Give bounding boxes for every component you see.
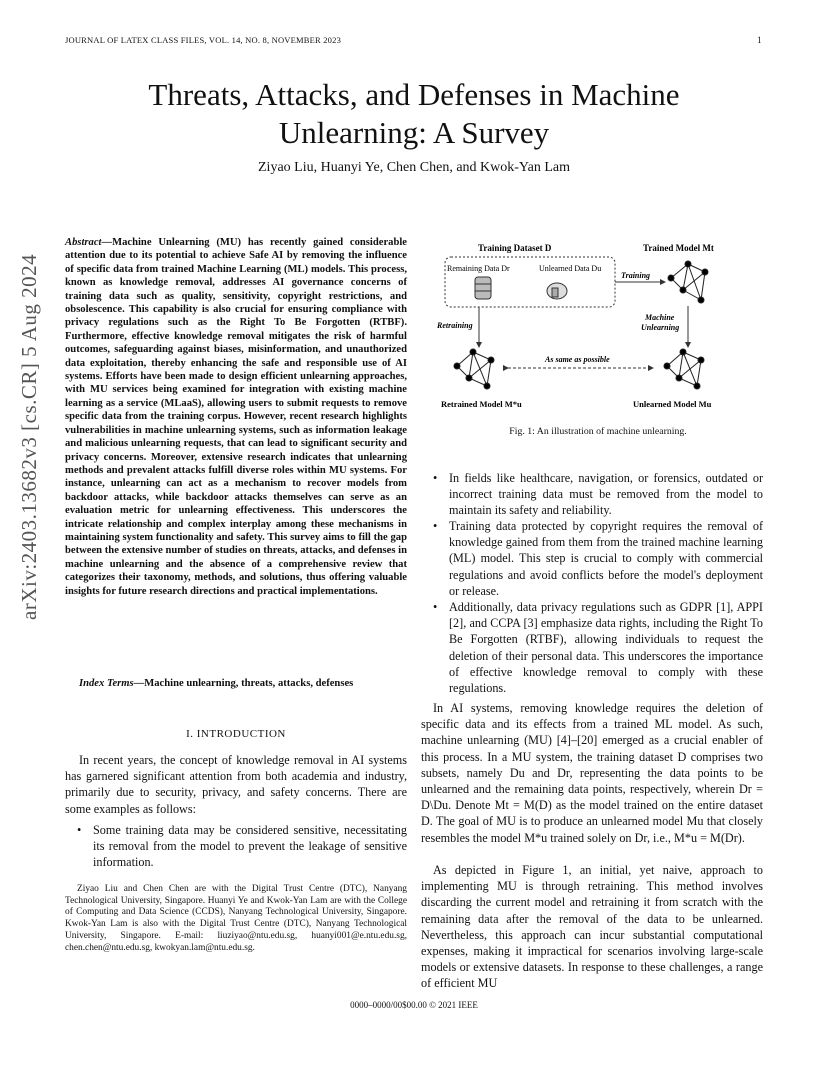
copyright-footer: 0000–0000/00$00.00 © 2021 IEEE	[350, 1000, 478, 1010]
figure-label-retrained-model: Retrained Model M*u	[441, 399, 522, 409]
bullet-icon: •	[77, 823, 82, 837]
journal-header: JOURNAL OF LATEX CLASS FILES, VOL. 14, NO. 8, NOVEMBER 2023	[65, 35, 342, 45]
section-heading-introduction: I. INTRODUCTION	[186, 728, 286, 740]
right-bullet-item	[433, 470, 763, 519]
unlearned-database-icon	[547, 283, 567, 299]
right-paragraph-1: In AI systems, removing knowledge requires the deletion of specific data and its effects from a trained ML model. As such, machine unlearning (MU) [4]–[20] emerged as a crucial enabler of this process. In a MU system, the training dataset D comprises two subsets, namely Du and Dr, representing the data points to be unlearned and the remaining data points, respectively, wherein Dr = D\Du. Denote Mt = M(D) as the model trained on the entire dataset D. The goal of MU is to produce an unlearned model Mu that closely resembles the model M*u trained solely on Dr, i.e., M*u = M(Dr).	[421, 701, 763, 845]
author-list: Ziyao Liu, Huanyi Ye, Chen Chen, and Kwok-Yan Lam	[258, 160, 570, 175]
title-line-2: Unlearning: A Survey	[278, 115, 550, 150]
right-bullet-item	[433, 599, 763, 696]
left-bullet-text: Some training data may be considered sensitive, necessitating its removal from the model to prevent the leakage of sensitive information.	[93, 823, 407, 870]
index-terms	[65, 678, 407, 689]
abstract-text: —Machine Unlearning (MU) has recently gained considerable attention due to its potential to achieve Safe AI by removing the influence of specific data from trained Machine Learning (ML) models. This process, known as knowledge removal, addresses AI governance concerns of training data such as quality, sensitivity, copyright restrictions, and obsolescence. This capability is also crucial for ensuring compliance with privacy regulations such as the Right To Be Forgotten (RTBF). Furthermore, effective knowledge removal mitigates the risk of harmful outcomes, safeguarding against biases, misinformation, and unauthorized data exploitation, thereby enhancing the safe and responsible use of AI systems. Efforts have been made to design efficient unlearning approaches, with MU services being examined for integration with existing machine learning as a service (MLaaS), allowing users to submit requests to remove specific data from the training corpus. However, recent research highlights vulnerabilities in machine unlearning systems, such as information leakage and malicious unlearning requests, that can lead to significant security and privacy concerns. Moreover, extensive research indicates that unlearning methods and prevalent attacks fulfill diverse roles within MU systems. For instance, unlearning can act as a mechanism to recover models from backdoor attacks, while backdoor attacks themselves can serve as an evaluation metric for unlearning effectiveness. This underscores the intricate relationship and complex interplay among these mechanisms in maintaining system functionality and safety. This survey aims to fill the gap between the extensive number of studies on threats, attacks, and defenses in machine unlearning and the absence of a comprehensive review that categorizes their taxonomy, methods, and solutions, thus offering valuable insights for future research directions and practical implementations.	[65, 237, 407, 597]
figure-label-training: Training	[621, 271, 651, 280]
right-bullet-item	[433, 518, 763, 599]
unlearned-model-network-icon	[664, 349, 704, 389]
figure-diagram	[433, 242, 763, 412]
page-number: 1	[757, 35, 762, 45]
figure-label-unlearned-data: Unlearned Data Du	[539, 264, 602, 273]
intro-paragraph: In recent years, the concept of knowledge removal in AI systems has garnered significant attention from both academia and industry, primarily due to security, privacy, and safety concerns. There are some examples as follows:	[65, 753, 407, 816]
paper-title	[0, 76, 828, 152]
left-bullet-item	[77, 822, 407, 871]
figure-label-training-dataset: Training Dataset D	[478, 243, 552, 253]
figure-caption: Fig. 1: An illustration of machine unlearning.	[509, 426, 687, 437]
bullet-icon: •	[433, 471, 438, 485]
figure-label-as-same: As same as possible	[545, 355, 610, 364]
right-paragraph-2: As depicted in Figure 1, an initial, yet naive, approach to implementing MU is through retraining. This method involves discarding the current model and retraining it from scratch with the remaining data after the removal of the data to be unlearned. Nevertheless, this approach can incur substantial computational expenses, making it impractical for scenarios involving large-scale models or extensive datasets. In response to these challenges, a range of efficient MU	[421, 863, 763, 991]
right-bullet-text: Additionally, data privacy regulations such as GDPR [1], APPI [2], and CCPA [3] emphasize data rights, including the Right To Be Forgotten (RTBF), allowing individuals to request the deletion of their personal data. This underscores the importance of effective knowledge removal to comply with these regulations.	[449, 600, 763, 696]
database-icon	[475, 277, 491, 299]
abstract-label: Abstract	[65, 237, 102, 248]
figure-label-machine: Machine	[645, 313, 675, 322]
abstract	[65, 236, 407, 598]
figure-machine-unlearning	[433, 242, 763, 412]
figure-label-retraining: Retraining	[437, 321, 473, 330]
bullet-icon: •	[433, 600, 438, 614]
author-footnote: Ziyao Liu and Chen Chen are with the Digital Trust Centre (DTC), Nanyang Technological University, Singapore. Huanyi Ye and Kwok-Yan Lam are with the College of Computing and Data Science (CCDS), Nanyang Technological University, Singapore. Kwok-Yan Lam is also with the Digital Trust Centre (DTC), Nanyang Technological University, Singapore. E-mail: liuziyao@ntu.edu.sg, huanyi001@e.ntu.edu.sg, chen.chen@ntu.edu.sg, kwokyan.lam@ntu.edu.sg.	[65, 884, 407, 953]
trained-model-network-icon	[668, 261, 708, 303]
figure-label-trained-model: Trained Model Mt	[643, 243, 714, 253]
figure-label-unlearned-model: Unlearned Model Mu	[633, 399, 712, 409]
bullet-icon: •	[433, 519, 438, 533]
retrained-model-network-icon	[454, 349, 494, 389]
title-line-1: Threats, Attacks, and Defenses in Machine	[148, 77, 680, 112]
figure-label-remaining-data: Remaining Data Dr	[447, 264, 510, 273]
right-bullet-text: In fields like healthcare, navigation, or forensics, outdated or incorrect training data must be removed from the model to maintain its safety and reliability.	[449, 471, 763, 518]
index-terms-text: —Machine unlearning, threats, attacks, defenses	[133, 678, 354, 689]
figure-label-unlearning: Unlearning	[641, 323, 680, 332]
right-bullet-text: Training data protected by copyright requires the removal of knowledge gained from them from the trained machine learning (ML) model. This step is crucial to comply with commercial regulations and avoid conflicts before the model's deployment or release.	[449, 519, 763, 598]
index-terms-label: Index Terms	[79, 678, 134, 689]
arxiv-stamp-text: arXiv:2403.13682v3 [cs.CR] 5 Aug 2024	[17, 253, 41, 620]
